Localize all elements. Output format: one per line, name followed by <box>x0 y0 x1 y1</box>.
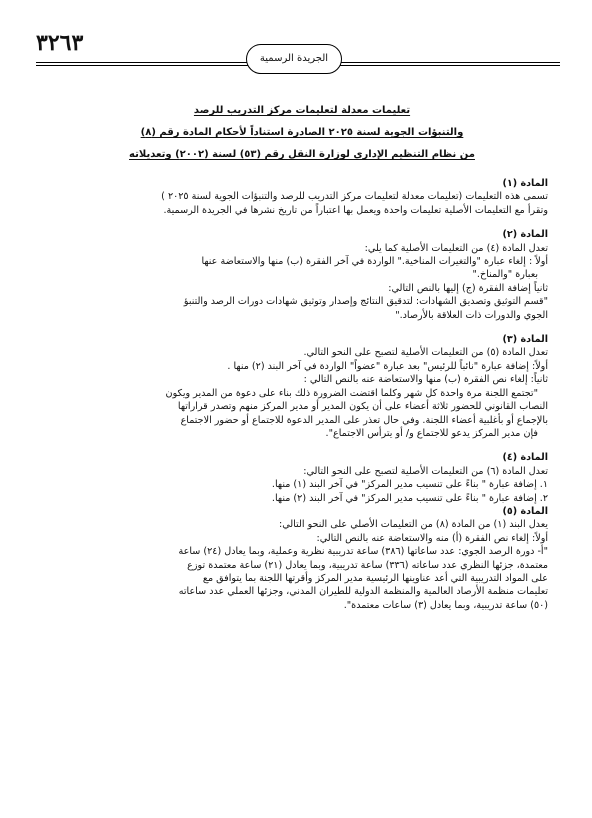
article-text: ثانياً: إلغاء نص الفقرة (ب) منها والاستعاضة عنه بالنص التالي : <box>303 374 548 386</box>
article-text: "قسم التوثيق وتصديق الشهادات: لتدقيق النتائج وإصدار وتوثيق شهادات دورات الرصد والتنبؤ <box>183 296 548 308</box>
article-1 <box>56 177 548 217</box>
article-heading: المادة (٢) <box>502 229 548 241</box>
article-text: تسمى هذه التعليمات (تعليمات معدلة لتعليمات مركز التدريب للرصد والتنبؤات الجوية لسنة ٢٠٢٥ ) <box>161 191 548 203</box>
article-text: معتمدة، جزئها النظري عدد ساعاته (٣٣٦) ساعة تدريبية، وبما يعادل (٢١) ساعة معتمدة توزع <box>187 559 548 571</box>
article-text: "أ- دورة الرصد الجوي: عدد ساعاتها (٣٨٦) ساعة تدريبية نظرية وعملية، وبما يعادل (٢٤) ساعة <box>178 546 548 558</box>
article-text: وتقرأ مع التعليمات الأصلية تعليمات واحدة ويعمل بها اعتباراً من تاريخ نشرها في الجريدة الرسمية. <box>163 204 548 216</box>
article-text: يعدل البند (١) من المادة (٨) من التعليمات الأصلي على النحو التالي: <box>278 519 548 531</box>
article-text: أولاً: إلغاء نص الفقرة (أ) منه والاستعاضة عنه بالنص التالي: <box>316 532 548 544</box>
article-text: "تجتمع اللجنة مرة واحدة كل شهر وكلما اقتضت الضرورة ذلك بناء على دعوة من المدير ويكون <box>165 387 538 399</box>
article-text: تعدل المادة (٤) من التعليمات الأصلية كما يلي: <box>364 242 548 254</box>
article-4 <box>56 451 548 505</box>
article-text: تعليمات منظمة الأرصاد العالمية والمنظمة الدولية للطيران المدني، وجزئها العملي عدد ساعاته <box>178 586 548 598</box>
document-title-block <box>56 100 548 166</box>
article-text: تعدل المادة (٦) من التعليمات الأصلية لتصبح على النحو التالي: <box>303 465 548 477</box>
article-heading: المادة (٥) <box>502 505 548 517</box>
article-2 <box>56 228 548 322</box>
page-number: ٣٢٦٣ <box>36 30 84 56</box>
article-heading: المادة (١) <box>502 178 548 189</box>
article-text: فإن مدير المركز يدعو للاجتماع و/ أو يترأس الاجتماع". <box>325 427 538 439</box>
article-text: (٥٠) ساعة تدريبية، وبما يعادل (٣) ساعات معتمدة". <box>343 599 548 611</box>
document-title-line-3: من نظام التنظيم الإداري لوزارة النقل رقم (٥٣) لسنة (٢٠٠٢) وتعديلاته <box>129 149 475 160</box>
article-text: بعبارة "والمناخ." <box>472 269 538 281</box>
article-text: على المواد التدريبية التي أعد عناوينها الرئيسية مدير المركز وأقرتها اللجنة بما يتوافق مع <box>202 572 548 584</box>
article-text: أولاً: إضافة عبارة "نائباً للرئيس" بعد عبارة "عضواً" الواردة في آخر البند (٢) منها . <box>227 360 548 372</box>
gazette-name-badge: الجريدة الرسمية <box>246 44 342 74</box>
document-title-line-1: تعليمات معدلة لتعليمات مركز التدريب للرصد <box>193 105 411 116</box>
document-body <box>56 100 548 612</box>
article-3 <box>56 333 548 440</box>
article-text: تعدل المادة (٥) من التعليمات الأصلية لتصبح على النحو التالي. <box>303 347 548 359</box>
article-text: ٢. إضافة عبارة " بناءً على تنسيب مدير المركز" في آخر البند (٢) منها. <box>271 492 548 504</box>
article-text: ١. إضافة عبارة " بناءً على تنسيب مدير المركز" في آخر البند (١) منها. <box>271 479 548 491</box>
article-5 <box>56 505 548 612</box>
article-heading: المادة (٤) <box>502 452 548 464</box>
article-text: ثانياً إضافة الفقرة (ج) إليها بالنص التالي: <box>388 282 548 294</box>
article-heading: المادة (٣) <box>502 334 548 346</box>
article-text: أولاً : إلغاء عبارة "والتغيرات المناخية." الواردة في آخر الفقرة (ب) منها والاستعاضة عنها <box>201 256 548 268</box>
article-text: النصاب القانوني للحضور ثلاثة أعضاء على أن يكون المدير أو مدير المركز منهم وتصدر قراراتها <box>177 401 548 413</box>
document-title-line-2: والتنبؤات الجوية لسنة ٢٠٢٥ الصادرة استناداً لأحكام المادة رقم (٨) <box>140 127 464 138</box>
article-text: بالإجماع أو بأغلبية أعضاء اللجنة. وفي حال تعذر على المدير الدعوة للاجتماع أو حضور الاجتماع <box>180 414 548 426</box>
article-text: الجوي والدورات ذات العلاقة بالأرصاد." <box>395 309 548 321</box>
